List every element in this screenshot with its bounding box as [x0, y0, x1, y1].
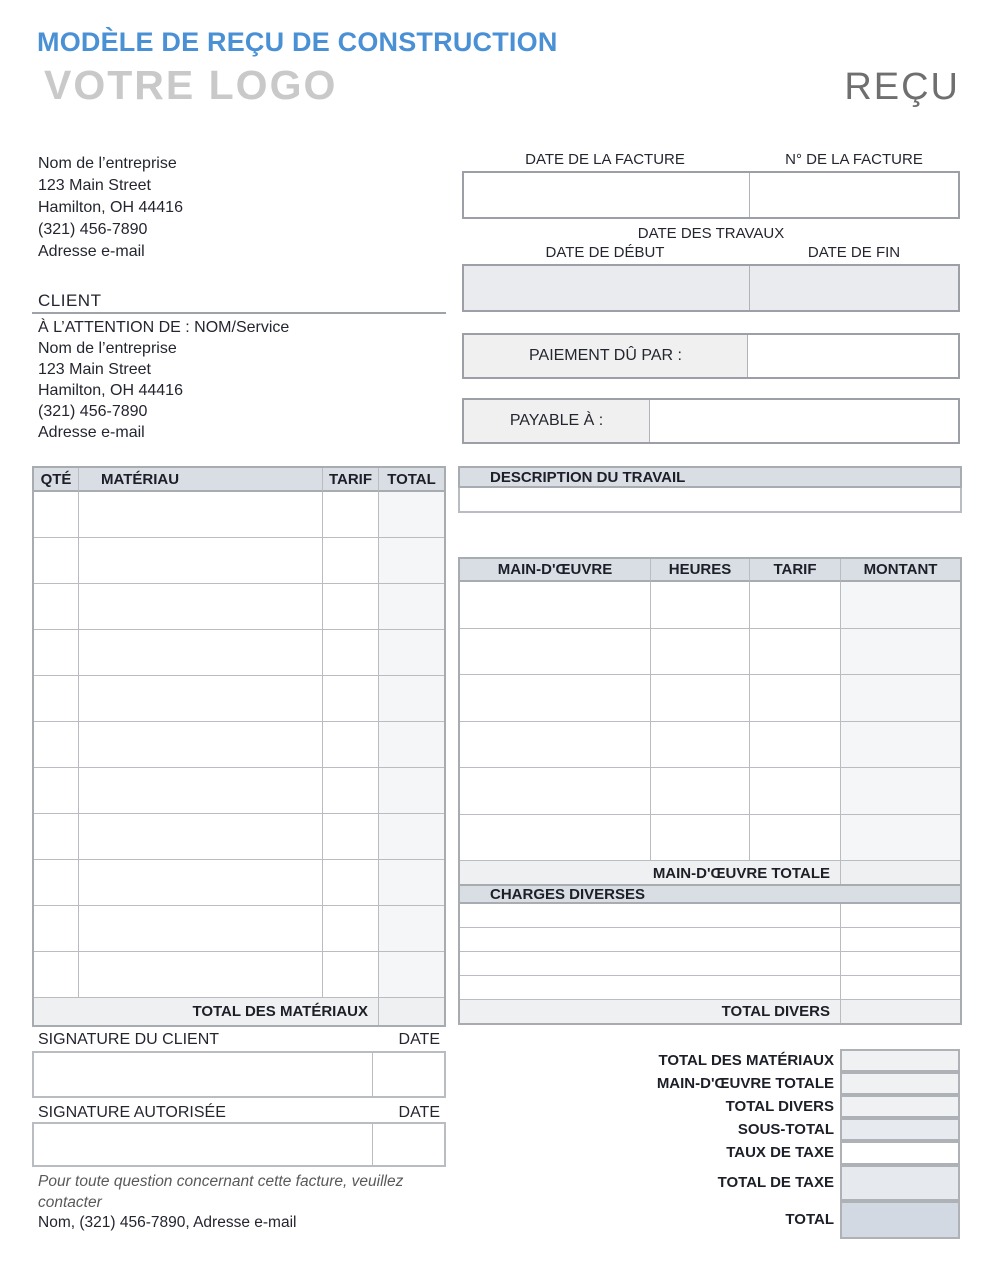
labor-rows — [460, 582, 960, 861]
receipt-label: REÇU — [844, 66, 960, 108]
charges-total-row — [460, 1000, 960, 1023]
table-cell[interactable] — [750, 722, 841, 769]
authorized-signature-label-row — [38, 1104, 440, 1122]
work-dates-box — [462, 264, 960, 312]
authorized-signature-date-label: DATE — [398, 1104, 440, 1121]
table-cell[interactable] — [323, 676, 379, 722]
table-cell[interactable] — [34, 492, 79, 538]
summary-label: MAIN-D'ŒUVRE TOTALE — [656, 1075, 834, 1092]
labor-header-row — [460, 559, 960, 582]
table-cell[interactable] — [323, 722, 379, 768]
table-cell[interactable] — [460, 768, 651, 815]
table-cell[interactable] — [841, 722, 960, 769]
table-cell[interactable] — [323, 952, 379, 998]
table-cell[interactable] — [79, 538, 323, 584]
table-row — [34, 952, 444, 998]
table-row — [34, 584, 444, 630]
payment-due-label: PAIEMENT DÛ PAR : — [464, 335, 748, 377]
table-cell[interactable] — [34, 952, 79, 998]
table-cell[interactable] — [34, 630, 79, 676]
table-cell[interactable] — [79, 722, 323, 768]
table-cell[interactable] — [79, 952, 323, 998]
table-row — [460, 904, 960, 928]
summary-label: TOTAL — [785, 1211, 834, 1228]
table-cell[interactable] — [379, 492, 444, 538]
charges-heading: CHARGES DIVERSES — [458, 884, 962, 904]
table-cell[interactable] — [750, 582, 841, 629]
client-signature-date-field[interactable] — [373, 1053, 444, 1096]
charges-total-label: TOTAL DIVERS — [460, 1000, 841, 1023]
table-cell[interactable] — [460, 675, 651, 722]
table-cell[interactable] — [379, 538, 444, 584]
address-line: Adresse e-mail — [38, 243, 145, 260]
start-date-field[interactable] — [464, 266, 750, 310]
table-cell[interactable] — [34, 906, 79, 952]
table-row — [460, 675, 960, 722]
table-cell[interactable] — [34, 768, 79, 814]
table-cell[interactable] — [34, 676, 79, 722]
table-cell[interactable] — [841, 768, 960, 815]
table-cell[interactable] — [34, 814, 79, 860]
table-cell[interactable] — [379, 860, 444, 906]
materials-header-qty: QTÉ — [34, 468, 79, 492]
charges-table — [458, 904, 962, 1025]
table-cell[interactable] — [34, 538, 79, 584]
materials-header-rate: TARIF — [323, 468, 379, 492]
table-row — [34, 860, 444, 906]
table-cell[interactable] — [323, 584, 379, 630]
table-cell[interactable] — [750, 629, 841, 676]
table-cell[interactable] — [323, 860, 379, 906]
summary-value-field — [840, 1072, 960, 1095]
summary-value-field[interactable] — [840, 1141, 960, 1165]
table-cell[interactable] — [651, 675, 750, 722]
charges-rows — [460, 904, 960, 1000]
table-cell[interactable] — [323, 814, 379, 860]
table-row — [460, 768, 960, 815]
table-row — [460, 722, 960, 769]
summary-value-field — [840, 1118, 960, 1141]
client-signature-date-label: DATE — [398, 1031, 440, 1048]
table-cell[interactable] — [651, 768, 750, 815]
address-line: À L’ATTENTION DE : NOM/Service — [38, 319, 290, 336]
summary-value-field — [840, 1201, 960, 1239]
address-line: 123 Main Street — [38, 177, 151, 194]
table-cell[interactable] — [323, 906, 379, 952]
authorized-signature-label: SIGNATURE AUTORISÉE — [38, 1104, 226, 1121]
table-cell[interactable] — [79, 768, 323, 814]
table-row — [34, 492, 444, 538]
table-cell[interactable] — [750, 675, 841, 722]
table-cell[interactable] — [460, 722, 651, 769]
table-cell[interactable] — [460, 976, 841, 1000]
summary-label: TAUX DE TAXE — [726, 1144, 834, 1161]
table-row — [460, 629, 960, 676]
table-cell[interactable] — [379, 768, 444, 814]
client-divider — [32, 312, 446, 314]
authorized-signature-box — [32, 1122, 446, 1167]
table-row — [34, 814, 444, 860]
table-cell[interactable] — [34, 860, 79, 906]
authorized-signature-field[interactable] — [34, 1124, 373, 1165]
table-cell[interactable] — [841, 815, 960, 862]
labor-total-value — [841, 861, 960, 885]
table-row — [34, 538, 444, 584]
materials-table — [32, 466, 446, 1027]
client-signature-field[interactable] — [34, 1053, 373, 1096]
invoice-number-label: N° DE LA FACTURE — [785, 151, 923, 168]
table-cell[interactable] — [79, 492, 323, 538]
table-row — [460, 976, 960, 1000]
description-field[interactable] — [458, 488, 962, 513]
summary-label: TOTAL DIVERS — [725, 1098, 834, 1115]
materials-rows — [34, 492, 444, 998]
table-cell[interactable] — [841, 629, 960, 676]
table-cell[interactable] — [79, 906, 323, 952]
table-cell[interactable] — [460, 629, 651, 676]
labor-table — [458, 557, 962, 887]
invoice-date-number-box — [462, 171, 960, 219]
materials-header-material: MATÉRIAU — [79, 468, 323, 492]
client-info — [38, 317, 289, 443]
labor-total-row — [460, 861, 960, 885]
table-cell[interactable] — [460, 815, 651, 862]
table-cell[interactable] — [34, 584, 79, 630]
table-cell[interactable] — [651, 722, 750, 769]
table-row — [34, 906, 444, 952]
page-title: MODÈLE DE REÇU DE CONSTRUCTION — [37, 27, 558, 57]
table-cell[interactable] — [460, 952, 841, 976]
authorized-signature-date-field[interactable] — [373, 1124, 444, 1165]
table-cell[interactable] — [841, 582, 960, 629]
end-date-field[interactable] — [750, 266, 958, 310]
table-row — [34, 676, 444, 722]
table-cell[interactable] — [79, 676, 323, 722]
table-cell[interactable] — [841, 904, 960, 928]
description-heading: DESCRIPTION DU TRAVAIL — [458, 466, 962, 488]
table-cell[interactable] — [379, 814, 444, 860]
start-date-label: DATE DE DÉBUT — [545, 244, 665, 261]
table-cell[interactable] — [379, 630, 444, 676]
table-cell[interactable] — [379, 906, 444, 952]
invoice-date-field[interactable] — [464, 173, 750, 217]
summary-value-field — [840, 1165, 960, 1201]
table-cell[interactable] — [460, 928, 841, 952]
client-heading: CLIENT — [38, 291, 102, 310]
table-row — [460, 815, 960, 862]
table-cell[interactable] — [841, 928, 960, 952]
footer-note: Pour toute question concernant cette facture, veuillez contacter — [38, 1173, 404, 1211]
table-cell[interactable] — [841, 675, 960, 722]
address-line: Nom de l’entreprise — [38, 155, 177, 172]
payable-to-field[interactable] — [650, 400, 958, 442]
work-dates-label: DATE DES TRAVAUX — [637, 225, 785, 242]
payable-to-row — [462, 398, 960, 444]
table-cell[interactable] — [750, 768, 841, 815]
address-line: 123 Main Street — [38, 361, 151, 378]
charges-total-value — [841, 1000, 960, 1023]
table-cell[interactable] — [460, 582, 651, 629]
logo-placeholder: VOTRE LOGO — [44, 62, 338, 108]
labor-total-label: MAIN-D'ŒUVRE TOTALE — [460, 861, 841, 885]
table-cell[interactable] — [651, 629, 750, 676]
client-signature-label: SIGNATURE DU CLIENT — [38, 1031, 220, 1048]
materials-total-row — [34, 998, 444, 1025]
table-cell[interactable] — [323, 630, 379, 676]
payment-due-field[interactable] — [748, 335, 958, 377]
summary-label: TOTAL DES MATÉRIAUX — [658, 1052, 834, 1069]
table-cell[interactable] — [750, 815, 841, 862]
client-signature-label-row — [38, 1031, 440, 1049]
address-line: Hamilton, OH 44416 — [38, 199, 183, 216]
address-line: Adresse e-mail — [38, 424, 145, 441]
summary-value-field — [840, 1049, 960, 1072]
payable-to-label: PAYABLE À : — [464, 400, 650, 442]
address-line: (321) 456-7890 — [38, 221, 148, 238]
labor-header-hours: HEURES — [651, 559, 750, 582]
table-cell[interactable] — [841, 952, 960, 976]
footer-contact: Nom, (321) 456-7890, Adresse e-mail — [38, 1214, 297, 1231]
table-cell[interactable] — [323, 768, 379, 814]
address-line: Hamilton, OH 44416 — [38, 382, 183, 399]
summary-value-field — [840, 1095, 960, 1118]
labor-header-labor: MAIN-D'ŒUVRE — [460, 559, 651, 582]
address-line: Nom de l’entreprise — [38, 340, 177, 357]
table-cell[interactable] — [841, 976, 960, 1000]
table-cell[interactable] — [323, 492, 379, 538]
summary-label: TOTAL DE TAXE — [717, 1174, 834, 1191]
labor-header-rate: TARIF — [750, 559, 841, 582]
table-cell[interactable] — [651, 582, 750, 629]
table-cell[interactable] — [379, 676, 444, 722]
end-date-label: DATE DE FIN — [807, 244, 901, 261]
materials-total-value — [379, 998, 444, 1025]
materials-header-row — [34, 468, 444, 492]
table-row — [460, 582, 960, 629]
summary-label: SOUS-TOTAL — [737, 1121, 834, 1138]
materials-total-label: TOTAL DES MATÉRIAUX — [34, 998, 379, 1025]
client-signature-box — [32, 1051, 446, 1098]
table-cell[interactable] — [379, 952, 444, 998]
table-row — [34, 722, 444, 768]
invoice-number-field[interactable] — [750, 173, 958, 217]
company-info — [38, 153, 183, 263]
table-cell[interactable] — [79, 630, 323, 676]
table-cell[interactable] — [323, 538, 379, 584]
table-cell[interactable] — [379, 722, 444, 768]
table-row — [460, 952, 960, 976]
table-cell[interactable] — [79, 584, 323, 630]
table-row — [460, 928, 960, 952]
table-cell[interactable] — [651, 815, 750, 862]
invoice-date-label: DATE DE LA FACTURE — [525, 151, 685, 168]
table-cell[interactable] — [460, 904, 841, 928]
materials-header-total: TOTAL — [379, 468, 444, 492]
table-cell[interactable] — [79, 814, 323, 860]
table-cell[interactable] — [79, 860, 323, 906]
table-cell[interactable] — [379, 584, 444, 630]
table-cell[interactable] — [34, 722, 79, 768]
labor-header-amount: MONTANT — [841, 559, 960, 582]
address-line: (321) 456-7890 — [38, 403, 148, 420]
table-row — [34, 768, 444, 814]
payment-due-row — [462, 333, 960, 379]
table-row — [34, 630, 444, 676]
